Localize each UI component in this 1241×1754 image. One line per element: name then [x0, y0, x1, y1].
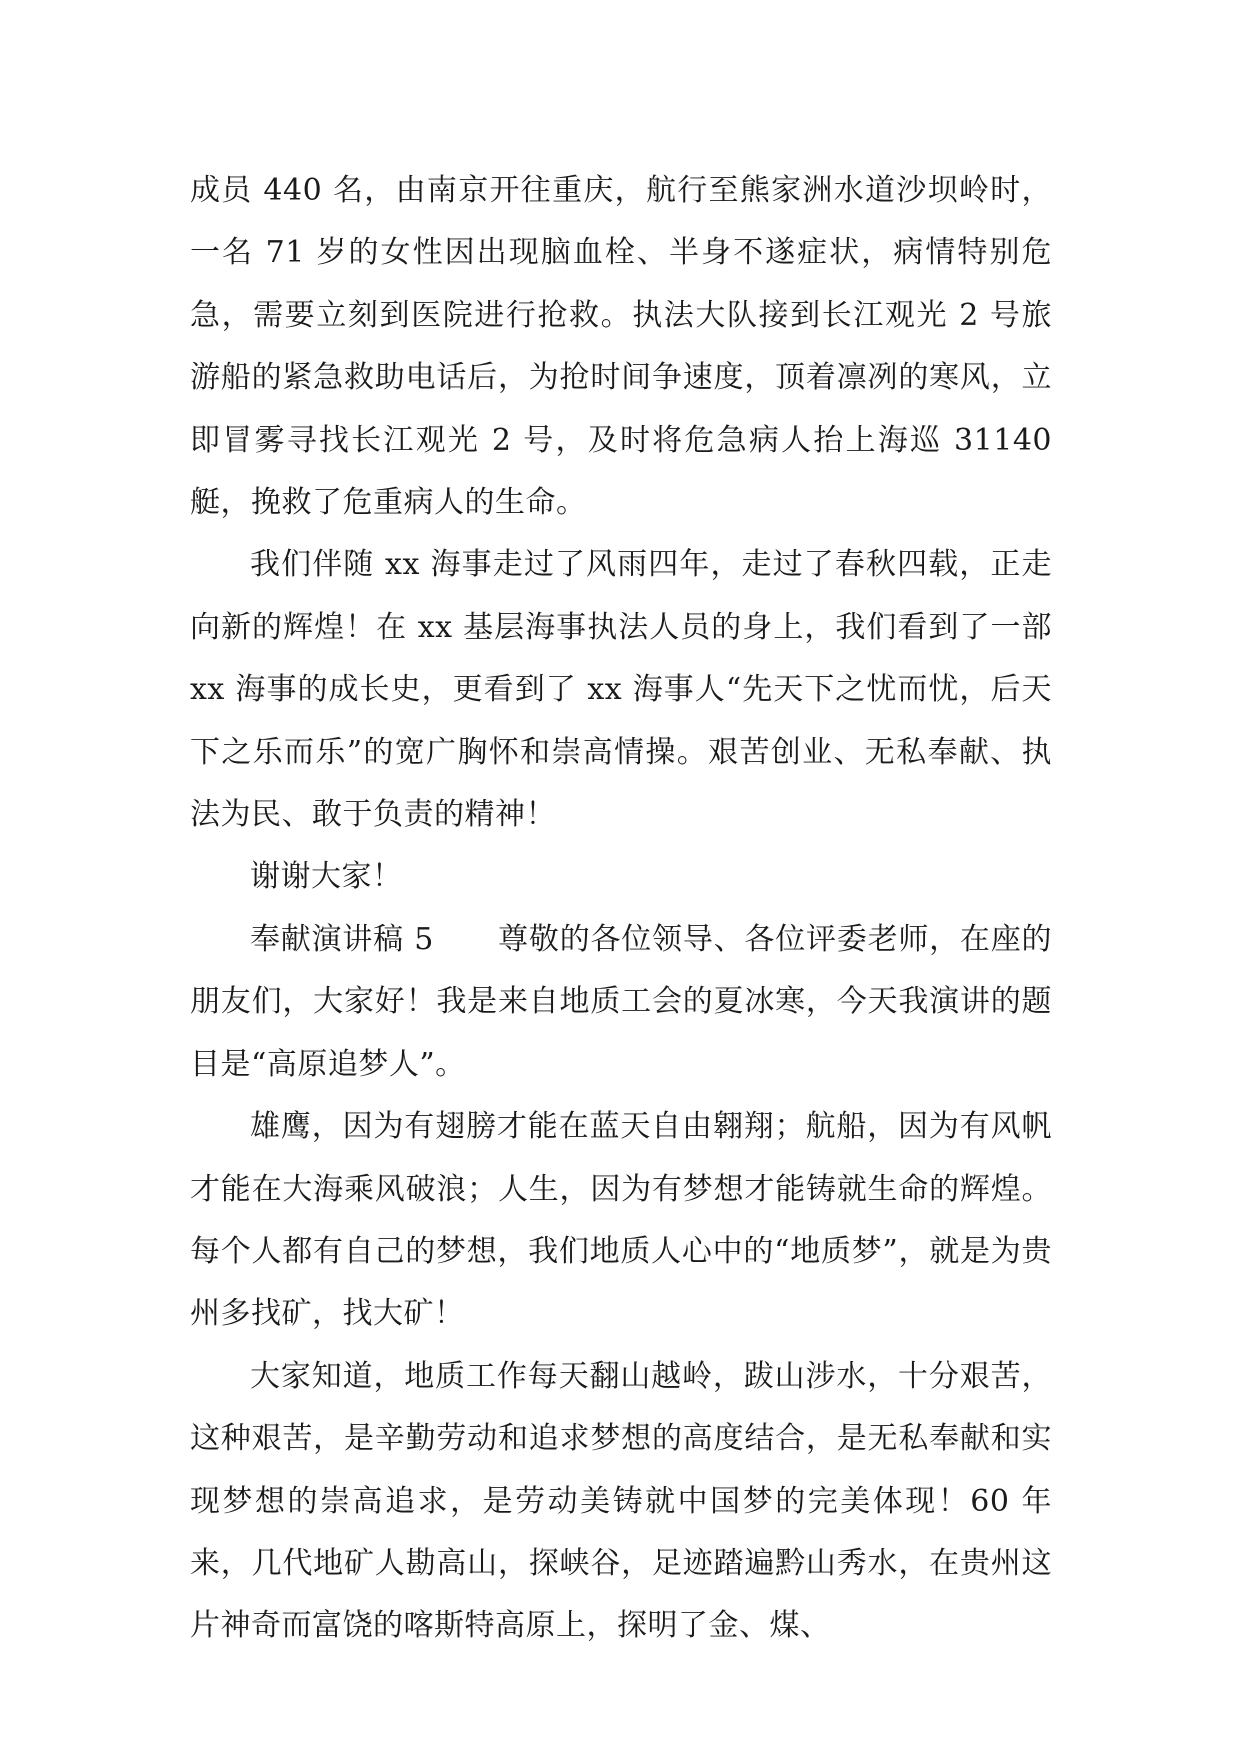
paragraph-thanks: 谢谢大家！: [250, 859, 403, 895]
speech-heading: 奉献演讲稿 5: [250, 921, 434, 957]
paragraph-rescue-story: 成员 440 名，由南京开往重庆，航行至熊家洲水道沙坝岭时，一名 71 岁的女性因出现脑血栓、半身不遂症状，病情特别危急，需要立刻到医院进行抢救。执法大队接到长江观光 2 号旅游船的紧急救助电话后，为抢时间争速度，顶着凛冽的寒风，立即冒雾寻找长江观光 2 号，及时将危急病人抬上海巡 31140 艇，挽救了危重病人的生命。: [190, 173, 1052, 521]
paragraph-maritime-journey: 我们伴随 xx 海事走过了风雨四年，走过了春秋四载，正走向新的辉煌！在 xx 基层海事执法人员的身上，我们看到了一部 xx 海事的成长史，更看到了 xx 海事人“先天下之忧而忧，后天下之乐而乐”的宽广胸怀和崇高情操。艰苦创业、无私奉献、执法为民、敢于负责的精神！: [190, 547, 1052, 833]
document-body: [190, 160, 1052, 1658]
paragraph-eagle-dream: 雄鹰，因为有翅膀才能在蓝天自由翱翔；航船，因为有风帆才能在大海乘风破浪；人生，因为有梦想才能铸就生命的辉煌。 每个人都有自己的梦想，我们地质人心中的“地质梦”，就是为贵州多找矿，找大矿！: [190, 1109, 1052, 1332]
paragraph-geology-work: 大家知道，地质工作每天翻山越岭，跋山涉水，十分艰苦，这种艰苦，是辛勤劳动和追求梦想的高度结合，是无私奉献和实现梦想的崇高追求，是劳动美铸就中国梦的完美体现！60 年来，几代地矿人勘高山，探峡谷，足迹踏遍黔山秀水，在贵州这片神奇而富饶的喀斯特高原上，探明了金、煤、: [190, 1358, 1052, 1644]
speech-greeting: 尊敬的各位领导、各位评委老师，在座的朋友们，大家好！我是来自地质工会的夏冰寒，今天我演讲的题目是“高原追梦人”。: [190, 921, 1052, 1082]
paragraph-speech-5-opening: [190, 909, 1052, 1096]
